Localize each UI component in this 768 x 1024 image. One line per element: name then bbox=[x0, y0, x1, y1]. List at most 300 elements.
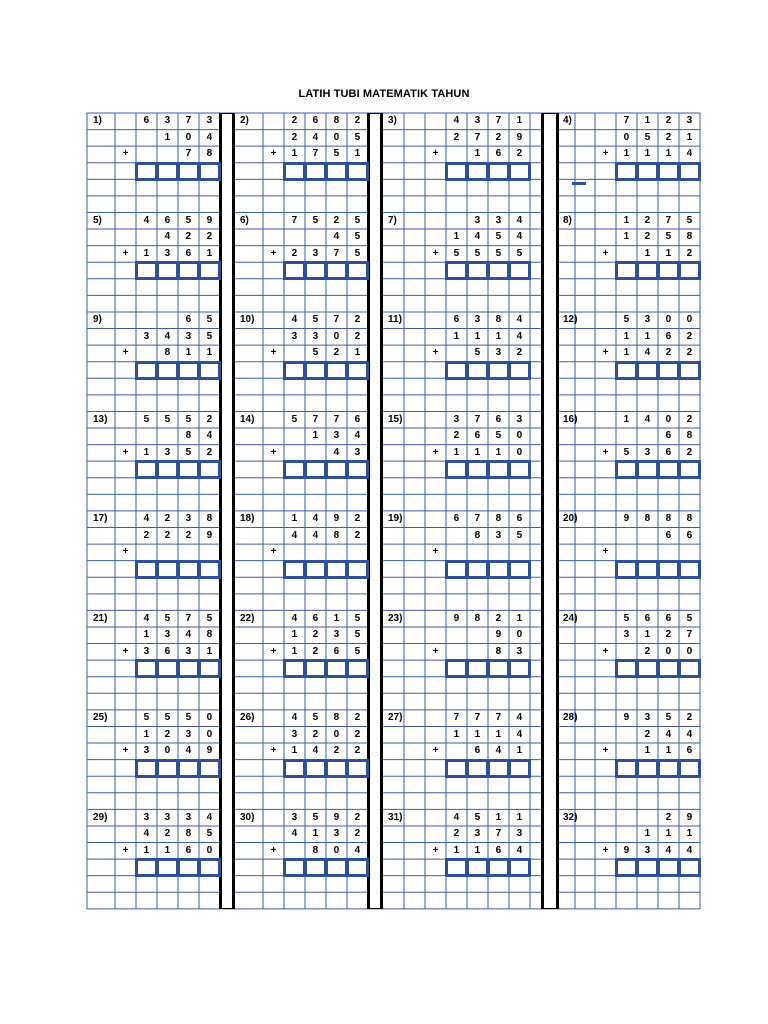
digit-cell: 1 bbox=[453, 728, 460, 740]
digit-cell: 1 bbox=[644, 148, 651, 160]
digit-cell: 4 bbox=[354, 430, 361, 442]
answer-box[interactable] bbox=[487, 361, 510, 380]
problem-number: 6) bbox=[240, 214, 249, 226]
digit-cell: 3 bbox=[291, 811, 298, 823]
digit-cell: 8 bbox=[665, 513, 672, 525]
answer-box[interactable] bbox=[657, 560, 680, 579]
answer-box[interactable] bbox=[615, 162, 638, 181]
answer-box[interactable] bbox=[198, 759, 221, 778]
digit-cell: 3 bbox=[185, 513, 192, 525]
problem-number: 13) bbox=[93, 413, 108, 425]
answer-box[interactable] bbox=[636, 759, 659, 778]
digit-cell: 6 bbox=[185, 314, 192, 326]
digit-cell: 5 bbox=[185, 214, 192, 226]
digit-cell: 4 bbox=[665, 728, 672, 740]
digit-cell: 8 bbox=[495, 513, 502, 525]
answer-box[interactable] bbox=[156, 460, 179, 479]
answer-box[interactable] bbox=[198, 460, 221, 479]
digit-cell: 1 bbox=[495, 446, 502, 458]
digit-cell: 3 bbox=[312, 247, 319, 259]
digit-cell: 5 bbox=[474, 347, 481, 359]
answer-box[interactable] bbox=[135, 261, 158, 280]
digit-cell: 1 bbox=[495, 728, 502, 740]
digit-cell: 8 bbox=[495, 645, 502, 657]
plus-sign: + bbox=[432, 745, 439, 757]
answer-box[interactable] bbox=[346, 460, 369, 479]
answer-box[interactable] bbox=[135, 460, 158, 479]
answer-box[interactable] bbox=[487, 659, 510, 678]
digit-cell: 3 bbox=[206, 115, 213, 127]
digit-cell: 3 bbox=[474, 115, 481, 127]
answer-box[interactable] bbox=[156, 361, 179, 380]
answer-box[interactable] bbox=[283, 361, 306, 380]
digit-cell: 6 bbox=[185, 247, 192, 259]
column-divider-gap bbox=[544, 114, 556, 908]
answer-box[interactable] bbox=[135, 659, 158, 678]
problem-number: 17) bbox=[93, 513, 108, 525]
answer-box[interactable] bbox=[636, 261, 659, 280]
digit-cell: 0 bbox=[333, 844, 340, 856]
answer-box[interactable] bbox=[156, 261, 179, 280]
digit-cell: 5 bbox=[143, 413, 150, 425]
digit-cell: 1 bbox=[312, 430, 319, 442]
answer-box[interactable] bbox=[615, 759, 638, 778]
answer-box[interactable] bbox=[508, 162, 531, 181]
digit-cell: 5 bbox=[312, 811, 319, 823]
digit-cell: 3 bbox=[185, 645, 192, 657]
answer-box[interactable] bbox=[304, 560, 327, 579]
plus-sign: + bbox=[122, 745, 129, 757]
digit-cell: 9 bbox=[623, 712, 630, 724]
digit-cell: 7 bbox=[185, 148, 192, 160]
problem-number: 28) bbox=[563, 712, 578, 724]
plus-sign: + bbox=[432, 347, 439, 359]
answer-box[interactable] bbox=[508, 460, 531, 479]
answer-box[interactable] bbox=[657, 162, 680, 181]
answer-box[interactable] bbox=[325, 659, 348, 678]
answer-box[interactable] bbox=[325, 162, 348, 181]
answer-box[interactable] bbox=[508, 759, 531, 778]
digit-cell: 0 bbox=[206, 712, 213, 724]
answer-box[interactable] bbox=[135, 560, 158, 579]
digit-cell: 4 bbox=[312, 745, 319, 757]
digit-cell: 5 bbox=[185, 712, 192, 724]
problem-number: 10) bbox=[240, 314, 255, 326]
answer-box[interactable] bbox=[678, 361, 701, 380]
digit-cell: 3 bbox=[516, 413, 523, 425]
digit-cell: 1 bbox=[686, 131, 693, 143]
answer-box[interactable] bbox=[678, 261, 701, 280]
digit-cell: 1 bbox=[623, 214, 630, 226]
answer-box[interactable] bbox=[346, 858, 369, 877]
digit-cell: 5 bbox=[516, 247, 523, 259]
digit-cell: 3 bbox=[291, 330, 298, 342]
digit-cell: 0 bbox=[665, 645, 672, 657]
digit-cell: 2 bbox=[164, 728, 171, 740]
digit-cell: 7 bbox=[495, 828, 502, 840]
digit-cell: 2 bbox=[354, 314, 361, 326]
digit-cell: 3 bbox=[354, 446, 361, 458]
answer-box[interactable] bbox=[283, 759, 306, 778]
problem-number: 11) bbox=[388, 314, 402, 326]
answer-box[interactable] bbox=[508, 560, 531, 579]
digit-cell: 1 bbox=[143, 728, 150, 740]
digit-cell: 5 bbox=[665, 231, 672, 243]
digit-cell: 3 bbox=[291, 728, 298, 740]
answer-box[interactable] bbox=[445, 460, 468, 479]
answer-box[interactable] bbox=[678, 162, 701, 181]
digit-cell: 1 bbox=[474, 728, 481, 740]
digit-cell: 5 bbox=[206, 612, 213, 624]
answer-box[interactable] bbox=[445, 659, 468, 678]
answer-box[interactable] bbox=[156, 162, 179, 181]
answer-box[interactable] bbox=[177, 460, 200, 479]
digit-cell: 1 bbox=[665, 828, 672, 840]
digit-cell: 1 bbox=[354, 148, 361, 160]
digit-cell: 0 bbox=[206, 728, 213, 740]
digit-cell: 5 bbox=[665, 712, 672, 724]
answer-box[interactable] bbox=[198, 361, 221, 380]
answer-box[interactable] bbox=[445, 858, 468, 877]
answer-box[interactable] bbox=[678, 659, 701, 678]
answer-box[interactable] bbox=[487, 858, 510, 877]
answer-box[interactable] bbox=[615, 261, 638, 280]
digit-cell: 1 bbox=[623, 148, 630, 160]
digit-cell: 2 bbox=[686, 446, 693, 458]
digit-cell: 2 bbox=[686, 347, 693, 359]
digit-cell: 2 bbox=[686, 413, 693, 425]
answer-box[interactable] bbox=[304, 361, 327, 380]
digit-cell: 6 bbox=[312, 115, 319, 127]
answer-box[interactable] bbox=[156, 858, 179, 877]
digit-cell: 7 bbox=[686, 629, 693, 641]
digit-cell: 2 bbox=[495, 131, 502, 143]
digit-cell: 2 bbox=[164, 828, 171, 840]
problem-number: 2) bbox=[240, 115, 249, 127]
digit-cell: 4 bbox=[185, 745, 192, 757]
answer-box[interactable] bbox=[135, 858, 158, 877]
digit-cell: 1 bbox=[143, 844, 150, 856]
digit-cell: 6 bbox=[164, 645, 171, 657]
digit-cell: 4 bbox=[291, 828, 298, 840]
answer-box[interactable] bbox=[615, 858, 638, 877]
digit-cell: 2 bbox=[686, 712, 693, 724]
digit-cell: 7 bbox=[495, 712, 502, 724]
digit-cell: 1 bbox=[665, 247, 672, 259]
digit-cell: 0 bbox=[623, 131, 630, 143]
digit-cell: 5 bbox=[354, 645, 361, 657]
answer-box[interactable] bbox=[283, 460, 306, 479]
plus-sign: + bbox=[602, 446, 609, 458]
digit-cell: 4 bbox=[206, 430, 213, 442]
answer-box[interactable] bbox=[615, 460, 638, 479]
digit-cell: 4 bbox=[686, 844, 693, 856]
answer-box[interactable] bbox=[466, 759, 489, 778]
digit-cell: 2 bbox=[354, 712, 361, 724]
digit-cell: 4 bbox=[453, 115, 460, 127]
digit-cell: 8 bbox=[333, 115, 340, 127]
digit-cell: 2 bbox=[333, 347, 340, 359]
plus-sign: + bbox=[270, 745, 277, 757]
answer-box[interactable] bbox=[487, 759, 510, 778]
answer-box[interactable] bbox=[636, 858, 659, 877]
digit-cell: 9 bbox=[206, 529, 213, 541]
digit-cell: 0 bbox=[686, 645, 693, 657]
digit-cell: 2 bbox=[291, 131, 298, 143]
digit-cell: 5 bbox=[164, 712, 171, 724]
digit-cell: 0 bbox=[516, 629, 523, 641]
answer-box[interactable] bbox=[615, 560, 638, 579]
answer-box[interactable] bbox=[346, 162, 369, 181]
answer-box[interactable] bbox=[445, 361, 468, 380]
digit-cell: 6 bbox=[665, 529, 672, 541]
digit-cell: 4 bbox=[665, 844, 672, 856]
answer-box[interactable] bbox=[466, 659, 489, 678]
answer-box[interactable] bbox=[346, 759, 369, 778]
answer-box[interactable] bbox=[325, 560, 348, 579]
digit-cell: 6 bbox=[665, 612, 672, 624]
answer-box[interactable] bbox=[508, 361, 531, 380]
plus-sign: + bbox=[602, 645, 609, 657]
answer-box[interactable] bbox=[657, 659, 680, 678]
answer-box[interactable] bbox=[325, 858, 348, 877]
problem-number: 27) bbox=[388, 712, 403, 724]
answer-box[interactable] bbox=[445, 162, 468, 181]
digit-cell: 2 bbox=[665, 131, 672, 143]
answer-box[interactable] bbox=[678, 858, 701, 877]
plus-sign: + bbox=[602, 546, 609, 558]
answer-box[interactable] bbox=[508, 858, 531, 877]
plus-sign: + bbox=[122, 645, 129, 657]
answer-box[interactable] bbox=[508, 659, 531, 678]
answer-box[interactable] bbox=[678, 759, 701, 778]
plus-sign: + bbox=[432, 148, 439, 160]
answer-box[interactable] bbox=[487, 162, 510, 181]
digit-cell: 3 bbox=[474, 214, 481, 226]
answer-box[interactable] bbox=[135, 162, 158, 181]
answer-box[interactable] bbox=[466, 460, 489, 479]
plus-sign: + bbox=[432, 546, 439, 558]
digit-cell: 3 bbox=[644, 844, 651, 856]
digit-cell: 2 bbox=[354, 115, 361, 127]
digit-cell: 2 bbox=[291, 247, 298, 259]
answer-box[interactable] bbox=[445, 759, 468, 778]
digit-cell: 0 bbox=[333, 330, 340, 342]
digit-cell: 1 bbox=[623, 347, 630, 359]
answer-box[interactable] bbox=[325, 759, 348, 778]
answer-box[interactable] bbox=[678, 560, 701, 579]
answer-box[interactable] bbox=[466, 361, 489, 380]
answer-box[interactable] bbox=[177, 759, 200, 778]
plus-sign: + bbox=[602, 844, 609, 856]
digit-cell: 4 bbox=[516, 214, 523, 226]
digit-cell: 1 bbox=[644, 629, 651, 641]
digit-cell: 1 bbox=[312, 828, 319, 840]
digit-cell: 1 bbox=[164, 131, 171, 143]
digit-cell: 6 bbox=[453, 314, 460, 326]
digit-cell: 2 bbox=[453, 430, 460, 442]
answer-box[interactable] bbox=[198, 659, 221, 678]
plus-sign: + bbox=[432, 844, 439, 856]
digit-cell: 1 bbox=[206, 247, 213, 259]
digit-cell: 5 bbox=[354, 612, 361, 624]
answer-box[interactable] bbox=[636, 460, 659, 479]
answer-box[interactable] bbox=[198, 162, 221, 181]
digit-cell: 9 bbox=[206, 214, 213, 226]
answer-box[interactable] bbox=[657, 261, 680, 280]
answer-box[interactable] bbox=[678, 460, 701, 479]
digit-cell: 4 bbox=[164, 231, 171, 243]
answer-box[interactable] bbox=[325, 460, 348, 479]
answer-box[interactable] bbox=[325, 361, 348, 380]
answer-box[interactable] bbox=[487, 560, 510, 579]
answer-box[interactable] bbox=[198, 858, 221, 877]
digit-cell: 1 bbox=[143, 247, 150, 259]
digit-cell: 4 bbox=[516, 314, 523, 326]
digit-cell: 1 bbox=[291, 148, 298, 160]
answer-box[interactable] bbox=[283, 659, 306, 678]
answer-box[interactable] bbox=[657, 759, 680, 778]
digit-cell: 1 bbox=[291, 645, 298, 657]
digit-cell: 5 bbox=[495, 430, 502, 442]
digit-cell: 8 bbox=[206, 148, 213, 160]
digit-cell: 5 bbox=[495, 247, 502, 259]
answer-box[interactable] bbox=[466, 162, 489, 181]
digit-cell: 8 bbox=[206, 629, 213, 641]
answer-box[interactable] bbox=[177, 361, 200, 380]
answer-box[interactable] bbox=[346, 261, 369, 280]
digit-cell: 5 bbox=[333, 148, 340, 160]
answer-box[interactable] bbox=[156, 759, 179, 778]
digit-cell: 2 bbox=[453, 131, 460, 143]
digit-cell: 4 bbox=[686, 728, 693, 740]
answer-box[interactable] bbox=[177, 858, 200, 877]
plus-sign: + bbox=[432, 645, 439, 657]
digit-cell: 8 bbox=[686, 430, 693, 442]
digit-cell: 3 bbox=[644, 314, 651, 326]
plus-sign: + bbox=[432, 247, 439, 259]
digit-cell: 5 bbox=[164, 413, 171, 425]
minus-mark bbox=[572, 182, 586, 185]
answer-box[interactable] bbox=[198, 261, 221, 280]
digit-cell: 7 bbox=[185, 115, 192, 127]
digit-cell: 2 bbox=[644, 214, 651, 226]
answer-box[interactable] bbox=[466, 261, 489, 280]
digit-cell: 1 bbox=[143, 446, 150, 458]
digit-cell: 3 bbox=[164, 629, 171, 641]
digit-cell: 4 bbox=[185, 629, 192, 641]
answer-box[interactable] bbox=[156, 560, 179, 579]
answer-box[interactable] bbox=[156, 659, 179, 678]
answer-box[interactable] bbox=[177, 659, 200, 678]
answer-box[interactable] bbox=[445, 560, 468, 579]
plus-sign: + bbox=[270, 247, 277, 259]
answer-box[interactable] bbox=[346, 361, 369, 380]
answer-box[interactable] bbox=[657, 858, 680, 877]
digit-cell: 6 bbox=[665, 330, 672, 342]
answer-box[interactable] bbox=[135, 361, 158, 380]
answer-box[interactable] bbox=[304, 162, 327, 181]
answer-box[interactable] bbox=[283, 261, 306, 280]
digit-cell: 6 bbox=[164, 214, 171, 226]
answer-box[interactable] bbox=[304, 659, 327, 678]
answer-box[interactable] bbox=[198, 560, 221, 579]
answer-box[interactable] bbox=[636, 659, 659, 678]
problem-number: 23) bbox=[388, 612, 403, 624]
answer-box[interactable] bbox=[445, 261, 468, 280]
digit-cell: 6 bbox=[474, 430, 481, 442]
answer-box[interactable] bbox=[466, 858, 489, 877]
digit-cell: 5 bbox=[354, 131, 361, 143]
answer-box[interactable] bbox=[466, 560, 489, 579]
answer-box[interactable] bbox=[508, 261, 531, 280]
digit-cell: 2 bbox=[354, 513, 361, 525]
answer-box[interactable] bbox=[346, 560, 369, 579]
answer-box[interactable] bbox=[487, 261, 510, 280]
digit-cell: 2 bbox=[354, 728, 361, 740]
digit-cell: 4 bbox=[516, 231, 523, 243]
answer-box[interactable] bbox=[177, 560, 200, 579]
answer-box[interactable] bbox=[615, 361, 638, 380]
answer-box[interactable] bbox=[283, 162, 306, 181]
problem-number: 32) bbox=[563, 811, 578, 823]
answer-box[interactable] bbox=[615, 659, 638, 678]
digit-cell: 4 bbox=[333, 231, 340, 243]
answer-box[interactable] bbox=[657, 460, 680, 479]
answer-box[interactable] bbox=[657, 361, 680, 380]
digit-cell: 6 bbox=[665, 430, 672, 442]
plus-sign: + bbox=[122, 446, 129, 458]
answer-box[interactable] bbox=[636, 560, 659, 579]
digit-cell: 4 bbox=[206, 811, 213, 823]
digit-cell: 8 bbox=[686, 513, 693, 525]
answer-box[interactable] bbox=[346, 659, 369, 678]
answer-box[interactable] bbox=[487, 460, 510, 479]
answer-box[interactable] bbox=[325, 261, 348, 280]
problem-number: 15) bbox=[388, 413, 403, 425]
answer-box[interactable] bbox=[177, 261, 200, 280]
answer-box[interactable] bbox=[304, 759, 327, 778]
digit-cell: 4 bbox=[206, 131, 213, 143]
answer-box[interactable] bbox=[636, 361, 659, 380]
problem-number: 22) bbox=[240, 612, 255, 624]
digit-cell: 2 bbox=[665, 811, 672, 823]
digit-cell: 1 bbox=[665, 148, 672, 160]
digit-cell: 6 bbox=[495, 413, 502, 425]
digit-cell: 4 bbox=[453, 811, 460, 823]
digit-cell: 1 bbox=[291, 629, 298, 641]
digit-cell: 1 bbox=[644, 115, 651, 127]
answer-box[interactable] bbox=[135, 759, 158, 778]
answer-box[interactable] bbox=[283, 858, 306, 877]
answer-box[interactable] bbox=[177, 162, 200, 181]
problem-number: 8) bbox=[563, 214, 572, 226]
digit-cell: 7 bbox=[474, 413, 481, 425]
answer-box[interactable] bbox=[636, 162, 659, 181]
digit-cell: 6 bbox=[644, 612, 651, 624]
digit-cell: 7 bbox=[623, 115, 630, 127]
digit-cell: 2 bbox=[185, 529, 192, 541]
answer-box[interactable] bbox=[283, 560, 306, 579]
digit-cell: 2 bbox=[312, 629, 319, 641]
answer-box[interactable] bbox=[304, 261, 327, 280]
plus-sign: + bbox=[602, 148, 609, 160]
answer-box[interactable] bbox=[304, 858, 327, 877]
plus-sign: + bbox=[122, 347, 129, 359]
plus-sign: + bbox=[122, 844, 129, 856]
digit-cell: 2 bbox=[206, 231, 213, 243]
answer-box[interactable] bbox=[304, 460, 327, 479]
